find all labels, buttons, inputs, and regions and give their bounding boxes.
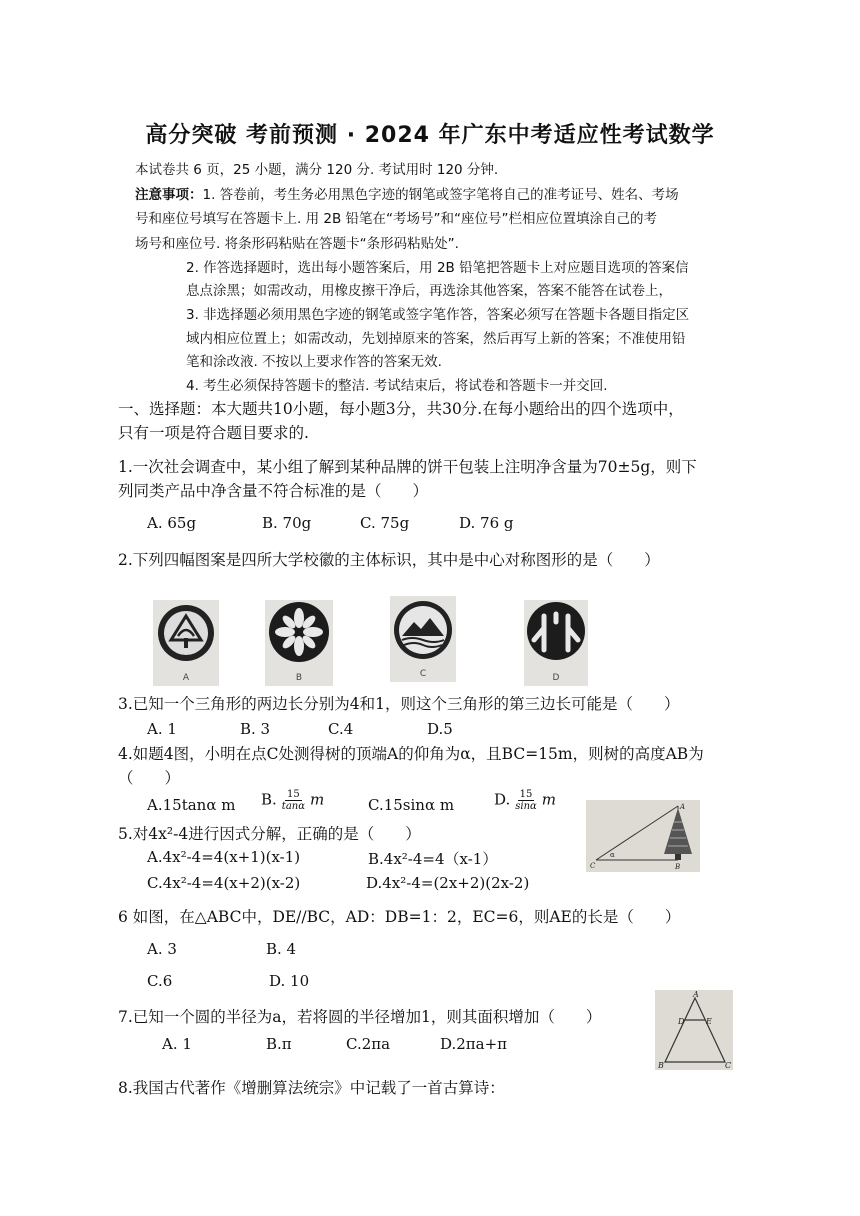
q1-option-d: D. 76 g xyxy=(459,514,514,532)
q5-text: 5.对4x²-4进行因式分解，正确的是（ ） xyxy=(118,825,421,843)
q5-option-b: B.4x²-4=4（x-1） xyxy=(368,850,498,868)
q6-fig-label-d: D xyxy=(678,1017,685,1026)
emblem-c xyxy=(390,596,456,682)
q4-option-d: D. $\frac{15}{\sin\alpha}$ m xyxy=(494,789,557,812)
notice-4: 4. 考生必须保持答题卡的整洁. 考试结束后，将试卷和答题卡一并交回. xyxy=(186,378,608,394)
emblem-d-label: D xyxy=(552,673,560,683)
q7-text: 7.已知一个圆的半径为a，若将圆的半径增加1，则其面积增加（ ） xyxy=(118,1008,602,1026)
q4-fig-label-c: C xyxy=(590,862,596,870)
q4-fig-label-a: A xyxy=(680,803,686,811)
q6-text: 6 如图，在△ABC中，DE//BC，AD：DB=1：2，EC=6，则AE的长是（ ） xyxy=(118,908,681,926)
q7-option-d: D.2πa+π xyxy=(440,1035,508,1053)
q7-option-b: B.π xyxy=(266,1035,292,1053)
q1-text-2: 列同类产品中净含量不符合标准的是（ ） xyxy=(118,482,429,500)
q4-text: 4.如题4图，小明在点C处测得树的顶端A的仰角为α，且BC=15m，则树的高度AB为 xyxy=(118,745,704,763)
q4-fig-label-alpha: α xyxy=(610,851,615,859)
q5-option-c: C.4x²-4=4(x+2)(x-2) xyxy=(147,874,301,892)
notice-3b: 域内相应位置上；如需改动，先划掉原来的答案，然后再写上新的答案；不准使用铅 xyxy=(186,331,686,347)
emblem-d xyxy=(524,600,588,686)
q3-option-b: B. 3 xyxy=(240,720,271,738)
q6-figure xyxy=(655,990,733,1070)
notice-3c: 笔和涂改液. 不按以上要求作答的答案无效. xyxy=(186,354,442,370)
q3-option-c: C.4 xyxy=(328,720,354,738)
page-title: 高分突破 考前预测 · 2024 年广东中考适应性考试数学 xyxy=(145,123,715,148)
q6-fig-label-c: C xyxy=(725,1061,732,1070)
q4-figure xyxy=(586,800,700,872)
section-heading-2: 只有一项是符合题目要求的. xyxy=(118,424,309,442)
notice-2a: 2. 作答选择题时，选出每小题答案后，用 2B 铅笔把答题卡上对应题目选项的答案信 xyxy=(186,260,689,276)
emblem-b xyxy=(265,600,333,686)
q7-option-a: A. 1 xyxy=(162,1035,192,1053)
notice-1a: 注意事项：1. 答卷前，考生务必用黑色字迹的钢笔或签字笔将自己的准考证号、姓名、考场 xyxy=(135,187,679,203)
q4-option-a: A.15tanα m xyxy=(147,796,236,814)
notice-1c: 场号和座位号. 将条形码粘贴在答题卡“条形码粘贴处”. xyxy=(135,236,459,252)
emblem-c-label: C xyxy=(419,669,427,679)
q4-option-c: C.15sinα m xyxy=(368,796,455,814)
q1-text: 1.一次社会调查中，某小组了解到某种品牌的饼干包装上注明净含量为70±5g，则下 xyxy=(118,458,697,476)
q4-fig-label-b: B xyxy=(675,863,681,871)
q6-fig-label-b: B xyxy=(658,1061,664,1070)
q6-fig-label-e: E xyxy=(706,1017,712,1026)
q5-option-d: D.4x²-4=(2x+2)(2x-2) xyxy=(366,874,530,892)
q3-text: 3.已知一个三角形的两边长分别为4和1，则这个三角形的第三边长可能是（ ） xyxy=(118,695,680,713)
q6-option-a: A. 3 xyxy=(147,940,177,958)
q6-fig-label-a: A xyxy=(693,990,699,999)
q2-text: 2.下列四幅图案是四所大学校徽的主体标识，其中是中心对称图形的是（ ） xyxy=(118,551,660,569)
q3-option-d: D.5 xyxy=(427,720,453,738)
q7-option-c: C.2πa xyxy=(346,1035,391,1053)
q4-text-2: （ ） xyxy=(118,769,181,787)
emblem-a xyxy=(153,600,219,686)
notice-2b: 息点涂黑；如需改动，用橡皮擦干净后，再选涂其他答案，答案不能答在试卷上， xyxy=(186,283,672,299)
q1-option-a: A. 65g xyxy=(147,514,197,532)
notice-1b: 号和座位号填写在答题卡上. 用 2B 铅笔在“考场号”和“座位号”栏相应位置填涂自己的考 xyxy=(135,211,657,227)
notice-label: 注意事项： xyxy=(135,187,203,203)
emblem-a-label: A xyxy=(182,673,190,683)
q6-option-b: B. 4 xyxy=(266,940,297,958)
section-heading: 一、选择题：本大题共10小题，每小题3分，共30分.在每小题给出的四个选项中， xyxy=(118,400,684,418)
q1-option-c: C. 75g xyxy=(360,514,410,532)
q1-option-b: B. 70g xyxy=(262,514,312,532)
notice-3a: 3. 非选择题必须用黑色字迹的钢笔或签字笔作答，答案必须写在答题卡各题目指定区 xyxy=(186,307,690,323)
q5-option-a: A.4x²-4=4(x+1)(x-1) xyxy=(147,848,301,866)
q3-option-a: A. 1 xyxy=(147,720,177,738)
q8-text: 8.我国古代著作《增删算法统宗》中记载了一首古算诗： xyxy=(118,1079,505,1097)
intro-line: 本试卷共 6 页，25 小题，满分 120 分. 考试用时 120 分钟. xyxy=(135,162,499,178)
q6-option-d: D. 10 xyxy=(269,972,310,990)
q6-option-c: C.6 xyxy=(147,972,173,990)
q4-option-b: B. $\frac{15}{\tan\alpha}$ m xyxy=(261,789,325,812)
emblem-b-label: B xyxy=(295,673,303,683)
